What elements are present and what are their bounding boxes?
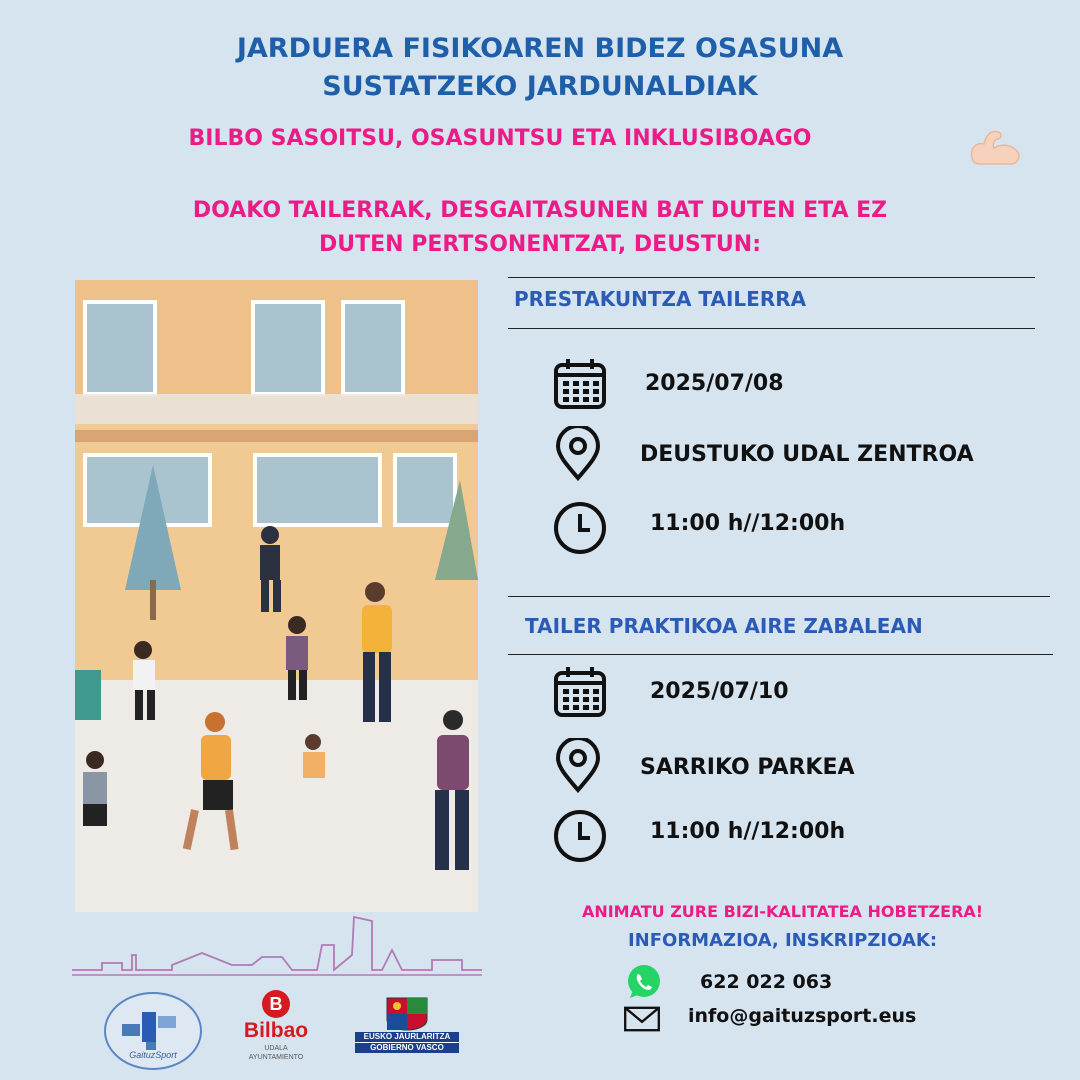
bilbao-ayuntamiento-text: AYUNTAMIENTO bbox=[248, 1054, 304, 1061]
subtitle: BILBO SASOITSU, OSASUNTSU ETA INKLUSIBOAGO bbox=[188, 126, 812, 151]
eusko-jaurlaritza-logo bbox=[355, 996, 459, 1052]
clock-icon bbox=[552, 808, 608, 864]
page-title bbox=[0, 30, 1080, 106]
bilbao-text: Bilbao bbox=[243, 1019, 309, 1042]
workshop-1-place: DEUSTUKO UDAL ZENTROA bbox=[640, 442, 974, 467]
gaituzsport-logo bbox=[104, 992, 202, 1070]
free-line-1: DOAKO TAILERRAK, DESGAITASUNEN BAT DUTEN ETA EZ bbox=[192, 198, 888, 223]
workshop-2-date: 2025/07/10 bbox=[650, 679, 789, 704]
bilbao-skyline bbox=[72, 915, 482, 990]
people-exercising-illustration bbox=[75, 280, 478, 912]
calendar-icon bbox=[552, 356, 608, 412]
workshop-1-title: PRESTAKUNTZA TAILERRA bbox=[514, 287, 807, 311]
bilbao-udala-text: UDALA bbox=[264, 1045, 288, 1052]
workshop-1-time: 11:00 h//12:00h bbox=[650, 511, 846, 536]
workshop-1-date: 2025/07/08 bbox=[645, 371, 784, 396]
workshop-2-title: TAILER PRAKTIKOA AIRE ZABALEAN bbox=[525, 614, 923, 638]
divider bbox=[508, 654, 1053, 655]
title-line-2: SUSTATZEKO JARDUNALDIAK bbox=[322, 71, 758, 102]
title-line-1: JARDUERA FISIKOAREN BIDEZ OSASUNA bbox=[236, 33, 844, 64]
workshop-2-place: SARRIKO PARKEA bbox=[640, 755, 855, 780]
bilbao-logo bbox=[230, 990, 322, 1070]
call-to-action: ANIMATU ZURE BIZI-KALITATEA HOBETZERA! bbox=[581, 902, 984, 921]
location-pin-icon bbox=[550, 738, 606, 794]
free-line-2: DUTEN PERTSONENTZAT, DEUSTUN: bbox=[319, 232, 761, 257]
divider bbox=[508, 328, 1035, 329]
free-workshops-text bbox=[0, 194, 1080, 262]
bilbao-b-icon: B bbox=[262, 990, 290, 1018]
email-address[interactable]: info@gaituzsport.eus bbox=[688, 1005, 917, 1027]
whatsapp-icon[interactable] bbox=[624, 962, 664, 1002]
mail-icon[interactable] bbox=[622, 1005, 662, 1033]
clock-icon bbox=[552, 500, 608, 556]
workshop-2-time: 11:00 h//12:00h bbox=[650, 819, 846, 844]
location-pin-icon bbox=[550, 426, 606, 482]
calendar-icon bbox=[552, 664, 608, 720]
divider bbox=[508, 277, 1035, 278]
eusko-jaurlaritza-text: EUSKO JAURLARITZA bbox=[355, 1032, 459, 1042]
divider bbox=[508, 596, 1050, 597]
flexed-biceps-icon bbox=[966, 124, 1026, 168]
gobierno-vasco-text: GOBIERNO VASCO bbox=[355, 1042, 459, 1053]
basque-shield-icon bbox=[355, 996, 459, 1032]
phone-number[interactable]: 622 022 063 bbox=[700, 971, 833, 993]
gaituzsport-text: GaituzSport bbox=[129, 1050, 177, 1060]
info-heading: INFORMAZIOA, INSKRIPZIOAK: bbox=[627, 930, 938, 951]
